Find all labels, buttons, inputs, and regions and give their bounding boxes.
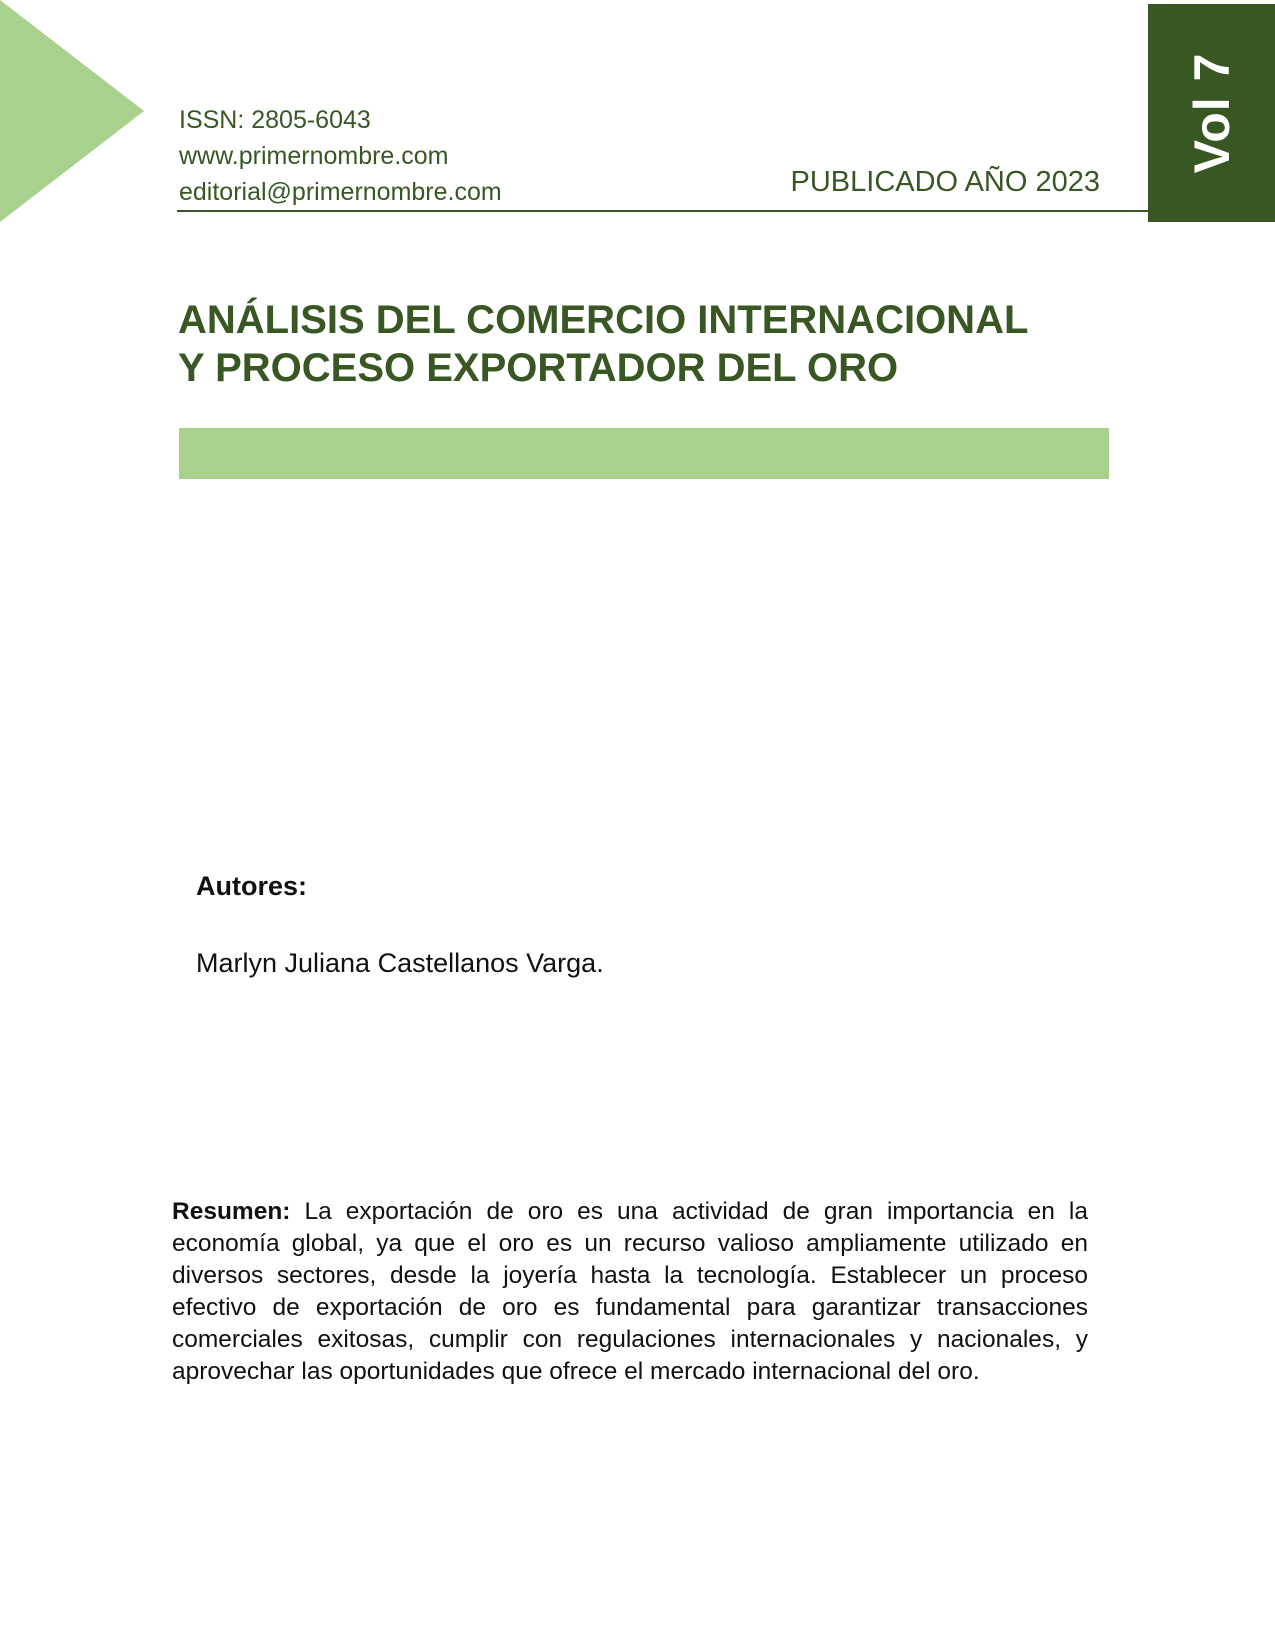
issn-text: ISSN: 2805-6043 <box>179 106 371 134</box>
website-link[interactable]: www.primernombre.com <box>179 142 449 170</box>
volume-tab <box>1148 4 1275 222</box>
article-title-line-2: Y PROCESO EXPORTADOR DEL ORO <box>178 346 899 390</box>
article-title <box>178 296 1118 392</box>
article-title-line-1: ANÁLISIS DEL COMERCIO INTERNACIONAL <box>178 298 1029 342</box>
abstract-label: Resumen: <box>172 1198 291 1225</box>
title-accent-band <box>179 428 1109 479</box>
authors-heading: Autores: <box>196 871 308 901</box>
volume-label: Vol 7 <box>1183 52 1240 174</box>
corner-triangle-decoration <box>0 0 144 222</box>
author-name: Marlyn Juliana Castellanos Varga. <box>196 948 604 978</box>
abstract-text: La exportación de oro es una actividad de gran importancia en la economía global, ya que el oro es un recurso valioso ampliamente utilizado en diversos sectores, desde la joyería hasta la tecnología. Establecer un proceso efectivo de exportación de oro es fundamental para garantizar transacciones comerciales exitosas, cumplir con regulaciones internacionales y nacionales, y aprovechar las oportunidades que ofrece el mercado internacional del oro. <box>172 1198 1088 1385</box>
published-year: PUBLICADO AÑO 2023 <box>790 166 1100 198</box>
abstract-paragraph <box>172 1196 1088 1388</box>
email-link[interactable]: editorial@primernombre.com <box>179 178 502 206</box>
header-divider <box>177 210 1148 212</box>
journal-info <box>179 102 502 210</box>
